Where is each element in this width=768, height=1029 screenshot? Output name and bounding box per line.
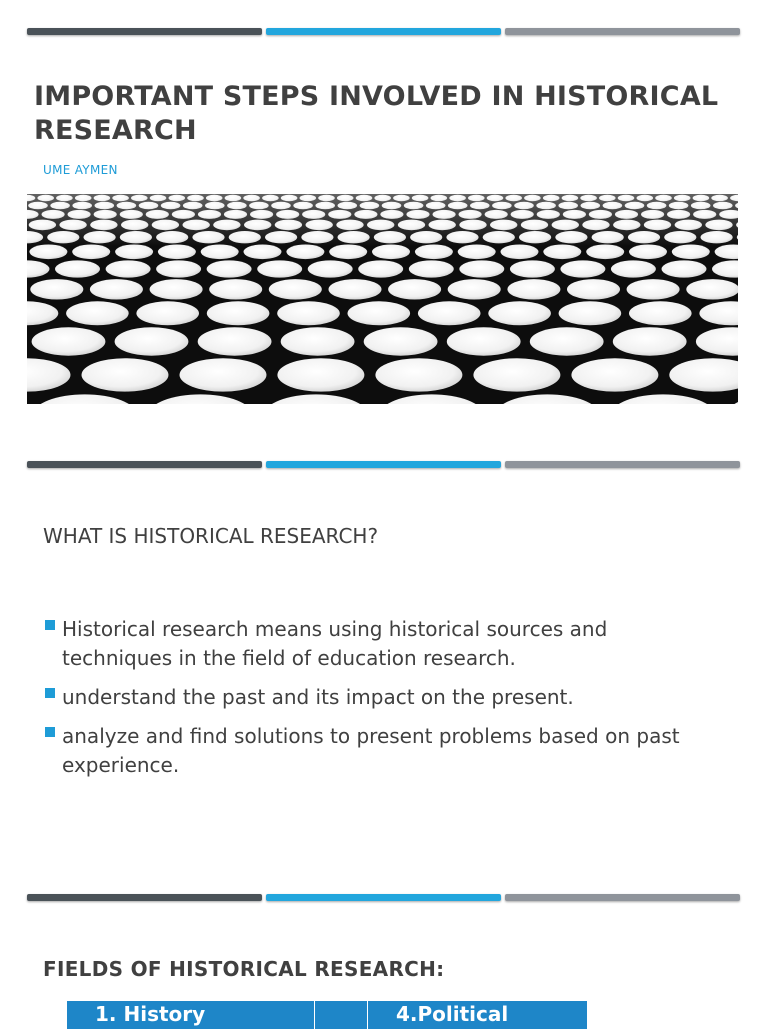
table-cell: [315, 1001, 368, 1029]
square-bullet-icon: [45, 727, 55, 737]
cover-photo-white-discs: [27, 194, 738, 404]
table-row: [67, 1001, 587, 1029]
section-heading-fields: FIELDS OF HISTORICAL RESEARCH:: [43, 957, 445, 981]
section-heading-what-is: WHAT IS HISTORICAL RESEARCH?: [43, 524, 379, 548]
divider-segment-blue: [266, 894, 501, 901]
bullet-item: [43, 683, 723, 712]
fields-table: [67, 1001, 587, 1029]
bullet-text: analyze and find solutions to present problems based on past experience.: [62, 724, 680, 777]
divider-segment-blue: [266, 461, 501, 468]
divider-segment-blue: [266, 28, 501, 35]
divider-segment-gray: [505, 28, 740, 35]
divider-segment-dark: [27, 28, 262, 35]
table-cell: 1. History: [67, 1001, 315, 1029]
divider-segment-gray: [505, 894, 740, 901]
bullet-item: [43, 615, 723, 673]
divider-segment-dark: [27, 461, 262, 468]
square-bullet-icon: [45, 688, 55, 698]
slide-divider-top: [27, 28, 741, 36]
slide-divider-middle: [27, 461, 741, 469]
author-name: UME AYMEN: [43, 163, 118, 177]
divider-segment-gray: [505, 461, 740, 468]
slide-divider-bottom: [27, 894, 741, 902]
bullet-item: [43, 722, 723, 780]
square-bullet-icon: [45, 620, 55, 630]
slide-title: IMPORTANT STEPS INVOLVED IN HISTORICAL RESEARCH: [34, 81, 719, 146]
bullet-text: understand the past and its impact on the present.: [62, 685, 574, 709]
bullet-list: [43, 615, 723, 790]
table-cell: 4.Political: [368, 1001, 588, 1029]
divider-segment-dark: [27, 894, 262, 901]
bullet-text: Historical research means using historical sources and techniques in the field of education research.: [62, 617, 608, 670]
